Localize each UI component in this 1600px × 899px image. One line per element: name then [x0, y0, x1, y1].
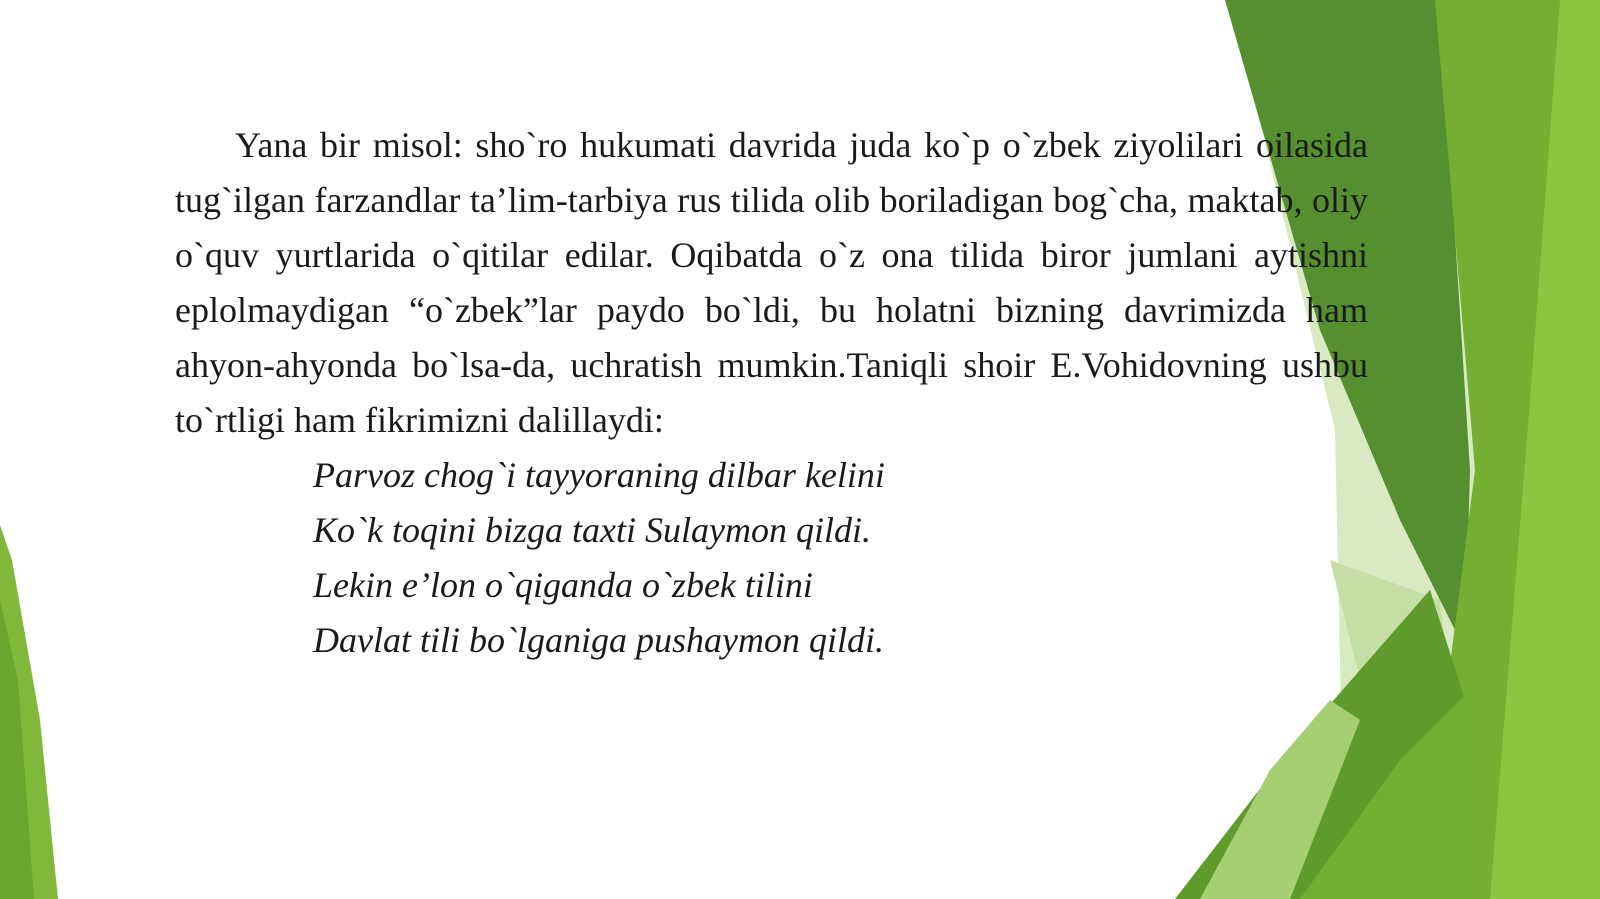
- poem-line-4: Davlat tili bo`lganiga pushaymon qildi.: [313, 620, 884, 660]
- poem-line-1: Parvoz chog`i tayyoraning dilbar kelini: [313, 455, 885, 495]
- poem-line-2: Ko`k toqini bizga taxti Sulaymon qildi.: [313, 510, 871, 550]
- content-area: [175, 118, 1368, 668]
- main-paragraph: Yana bir misol: sho`ro hukumati davrida juda ko`p o`zbek ziyolilari oilasida tug`ilgan farzandlar ta’lim-tarbiya rus tilida olib boriladigan bog`cha, maktab, oliy o`quv yurtlarida o`qitilar edilar. Oqibatda o`z ona tilida biror jumlani aytishni eplolmaydigan “o`zbek”lar paydo bo`ldi, bu holatni bizning davrimizda ham ahyon-ahyonda bo`lsa-da, uchratish mumkin.Taniqli shoir E.Vohidovning ushbu to`rtligi ham fikrimizni dalillaydi:: [175, 125, 1368, 440]
- poem-line-3: Lekin e’lon o`qiganda o`zbek tilini: [313, 565, 813, 605]
- poem-quatrain: [175, 448, 1368, 668]
